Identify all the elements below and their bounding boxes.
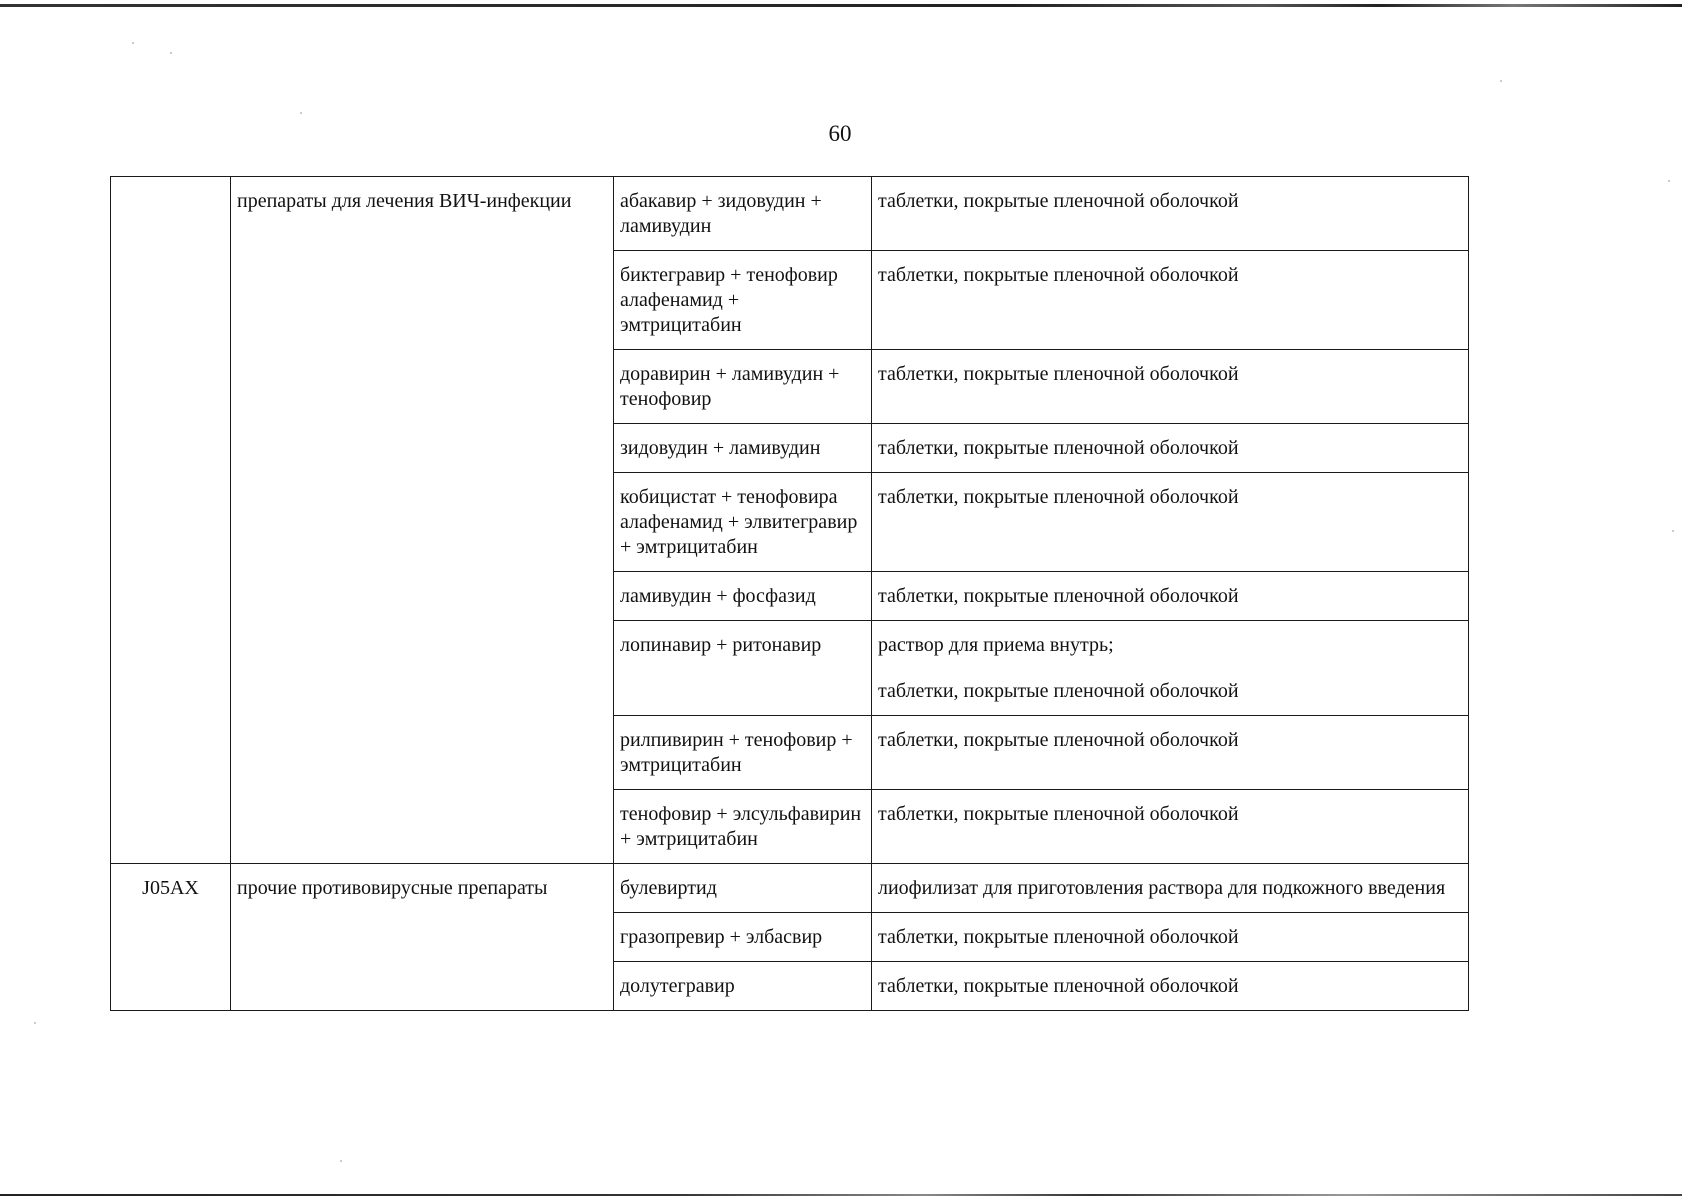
dosage-form-cell [872, 716, 1469, 790]
atc-code-cell: J05AX [111, 864, 231, 1011]
drug-name-cell: ламивудин + фосфазид [614, 572, 872, 621]
dosage-form-text: таблетки, покрытые пленочной оболочкой [878, 585, 1239, 607]
dosage-form-text: таблетки, покрытые пленочной оболочкой [878, 486, 1239, 508]
dosage-form-text: таблетки, покрытые пленочной оболочкой [878, 437, 1239, 459]
dosage-form-cell [872, 350, 1469, 424]
drug-group-cell: препараты для лечения ВИЧ-инфекции [231, 177, 614, 864]
dosage-form-cell [872, 621, 1469, 716]
drug-table [110, 176, 1469, 1011]
scan-speck [132, 42, 134, 44]
dosage-form-text: таблетки, покрытые пленочной оболочкой [878, 363, 1239, 385]
drug-name-cell: биктегравир + тенофовир алафенамид + эмтрицитабин [614, 251, 872, 350]
drug-group-cell: прочие противовирусные препараты [231, 864, 614, 1011]
scan-speck [1500, 80, 1502, 82]
dosage-form-text: таблетки, покрытые пленочной оболочкой [878, 264, 1239, 286]
dosage-form-text: раствор для приема внутрь; [878, 634, 1114, 656]
dosage-form-cell [872, 251, 1469, 350]
dosage-form-text: лиофилизат для приготовления раствора для подкожного введения [878, 877, 1446, 899]
scan-speck [340, 1160, 342, 1162]
dosage-form-cell [872, 177, 1469, 251]
page-number: 60 [828, 121, 852, 146]
drug-name-cell: доравирин + ламивудин + тенофовир [614, 350, 872, 424]
drug-name-cell: абакавир + зидовудин + ламивудин [614, 177, 872, 251]
drug-name-cell: рилпивирин + тенофовир + эмтрицитабин [614, 716, 872, 790]
dosage-form-cell [872, 864, 1469, 913]
scan-speck [300, 112, 302, 114]
dosage-form-cell [872, 473, 1469, 572]
dosage-form-text: таблетки, покрытые пленочной оболочкой [878, 803, 1239, 825]
dosage-form-cell [872, 424, 1469, 473]
drug-name-cell: тенофовир + элсульфавирин + эмтрицитабин [614, 790, 872, 864]
dosage-form-text: таблетки, покрытые пленочной оболочкой [878, 729, 1239, 751]
table-row [111, 177, 1469, 251]
scan-speck [1672, 530, 1674, 532]
drug-name-cell: гразопревир + элбасвир [614, 913, 872, 962]
table-row [111, 864, 1469, 913]
dosage-form-text: таблетки, покрытые пленочной оболочкой [878, 190, 1239, 212]
drug-name-cell: долутегравир [614, 962, 872, 1011]
dosage-form-text: таблетки, покрытые пленочной оболочкой [878, 926, 1239, 948]
dosage-form-cell [872, 572, 1469, 621]
atc-code-cell [111, 177, 231, 864]
dosage-form-text: таблетки, покрытые пленочной оболочкой [878, 975, 1239, 997]
dosage-form-cell [872, 962, 1469, 1011]
dosage-form-cell [872, 790, 1469, 864]
drug-name-cell: кобицистат + тенофовира алафенамид + элвитегравир + эмтрицитабин [614, 473, 872, 572]
scan-edge-top [0, 4, 1682, 7]
drug-name-cell: лопинавир + ритонавир [614, 621, 872, 716]
dosage-form-text: таблетки, покрытые пленочной оболочкой [878, 680, 1239, 702]
scan-edge-bottom [0, 1194, 1682, 1196]
dosage-form-cell [872, 913, 1469, 962]
scan-speck [34, 1022, 36, 1024]
scan-speck [170, 52, 172, 54]
drug-name-cell: булевиртид [614, 864, 872, 913]
drug-name-cell: зидовудин + ламивудин [614, 424, 872, 473]
scan-speck [1668, 180, 1670, 182]
